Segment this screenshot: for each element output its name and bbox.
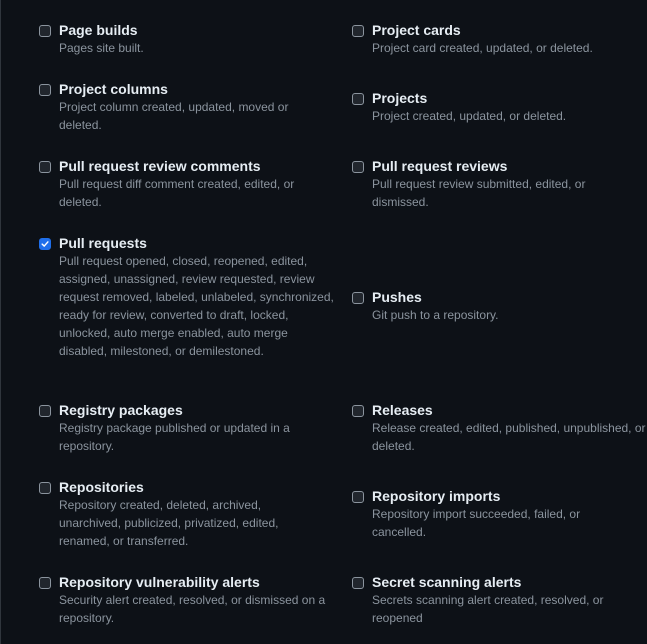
page-builds-description: Pages site built. xyxy=(59,41,144,55)
project-cards-description: Project card created, updated, or deleted. xyxy=(372,41,593,55)
pushes-description: Git push to a repository. xyxy=(372,308,499,322)
secret-scanning-alerts-label: Secret scanning alerts xyxy=(372,574,522,590)
repositories-label: Repositories xyxy=(59,479,144,495)
releases-label: Releases xyxy=(372,402,433,418)
projects-description: Project created, updated, or deleted. xyxy=(372,109,567,123)
secret-scanning-alerts-checkbox[interactable] xyxy=(352,577,364,589)
registry-packages-label: Registry packages xyxy=(59,402,183,418)
project-cards-checkbox[interactable] xyxy=(352,25,364,37)
pull-request-reviews-label: Pull request reviews xyxy=(372,158,508,174)
pull-requests-description: Pull request opened, closed, reopened, edited, assigned, unassigned, review requested, review request removed, labeled, unlabeled, synchronized, ready for review, converted to draft, locked, unlocked, auto merge enabled, auto merge disabled, milestoned, or demilestoned. xyxy=(59,254,334,358)
registry-packages-description: Registry package published or updated in a repository. xyxy=(59,421,290,453)
repository-imports-checkbox[interactable] xyxy=(352,491,364,503)
repository-vulnerability-alerts-label: Repository vulnerability alerts xyxy=(59,574,260,590)
pull-request-review-comments-label: Pull request review comments xyxy=(59,158,261,174)
projects-label: Projects xyxy=(372,90,428,106)
pull-request-review-comments-description: Pull request diff comment created, edited, or deleted. xyxy=(59,177,295,209)
project-cards-label: Project cards xyxy=(372,22,461,38)
pull-requests-checkbox[interactable] xyxy=(39,238,51,250)
page-builds-checkbox[interactable] xyxy=(39,25,51,37)
project-columns-checkbox[interactable] xyxy=(39,84,51,96)
pull-requests-label: Pull requests xyxy=(59,235,147,251)
pull-request-reviews-description: Pull request review submitted, edited, or dismissed. xyxy=(372,177,586,209)
pull-request-reviews-checkbox[interactable] xyxy=(352,161,364,173)
releases-checkbox[interactable] xyxy=(352,405,364,417)
repository-imports-label: Repository imports xyxy=(372,488,501,504)
projects-checkbox[interactable] xyxy=(352,93,364,105)
pushes-label: Pushes xyxy=(372,289,422,305)
project-columns-description: Project column created, updated, moved or deleted. xyxy=(59,100,289,132)
pushes-checkbox[interactable] xyxy=(352,292,364,304)
panel-left-border xyxy=(0,0,1,644)
project-columns-label: Project columns xyxy=(59,81,168,97)
registry-packages-checkbox[interactable] xyxy=(39,405,51,417)
releases-description: Release created, edited, published, unpublished, or deleted. xyxy=(372,421,646,453)
repository-imports-description: Repository import succeeded, failed, or cancelled. xyxy=(372,507,581,539)
repository-vulnerability-alerts-description: Security alert created, resolved, or dismissed on a repository. xyxy=(59,593,326,625)
checkmark-icon xyxy=(41,240,49,248)
page-builds-label: Page builds xyxy=(59,22,138,38)
repositories-checkbox[interactable] xyxy=(39,482,51,494)
pull-request-review-comments-checkbox[interactable] xyxy=(39,161,51,173)
repositories-description: Repository created, deleted, archived, unarchived, publicized, privatized, edited, renamed, or transferred. xyxy=(59,498,279,548)
repository-vulnerability-alerts-checkbox[interactable] xyxy=(39,577,51,589)
secret-scanning-alerts-description: Secrets scanning alert created, resolved, or reopened xyxy=(372,593,604,625)
